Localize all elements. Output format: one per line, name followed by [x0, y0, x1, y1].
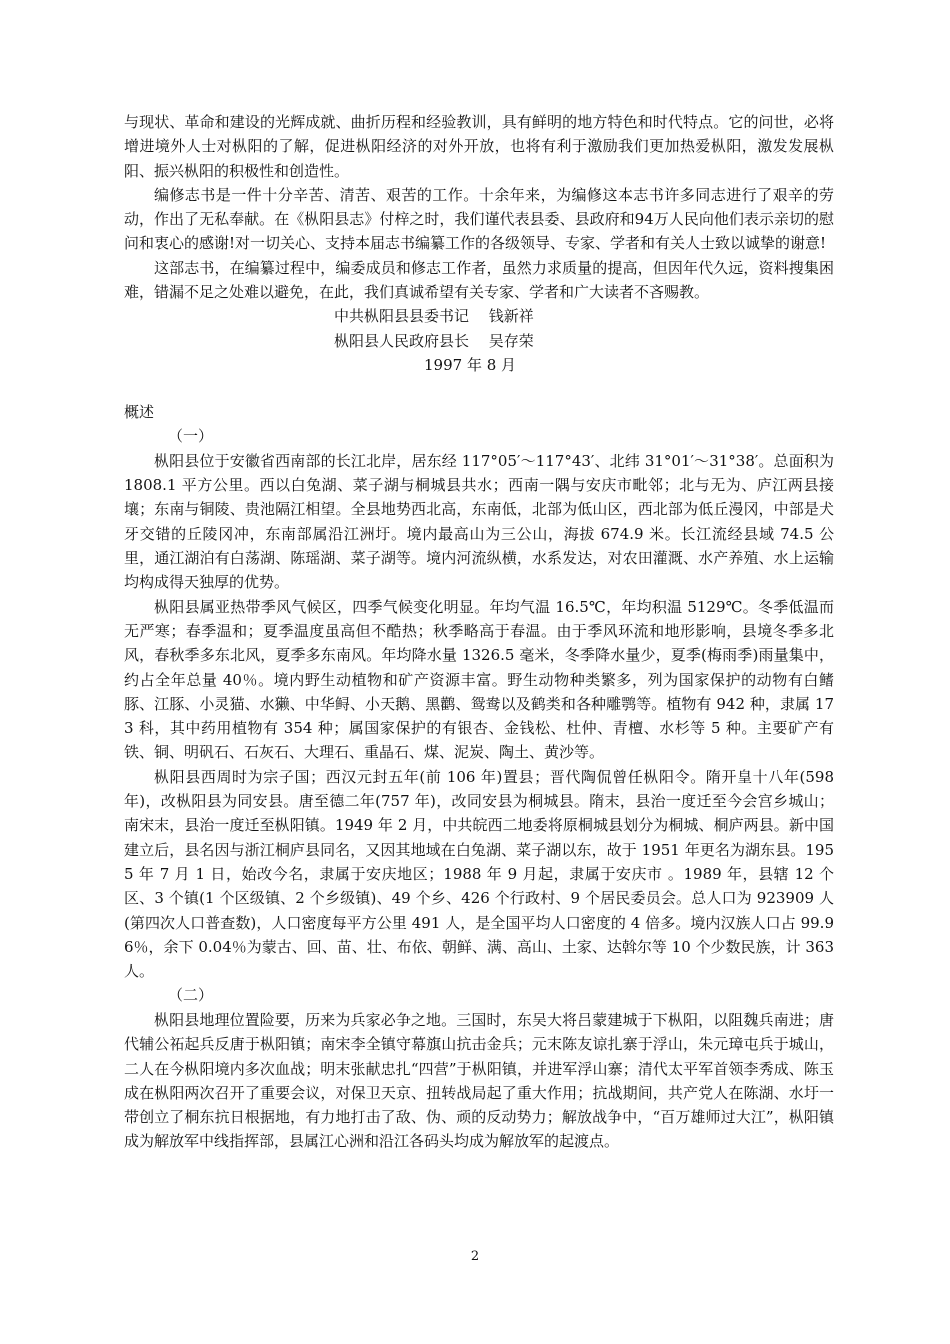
signature-party-secretary: 中共枞阳县县委书记 钱新祥: [334, 307, 534, 326]
subsection-label-1: （一）: [168, 427, 214, 446]
overview-paragraph-history: 枞阳县西周时为宗子国；西汉元封五年(前 106 年)置县；晋代陶侃曾任枞阳令。隋开皇十八年(598 年)，改枞阳县为同安县。唐至德二年(757 年)，改同安县为桐城县。隋末，县治一度迁至今会宫乡城山；南宋末，县治一度迁至枞阳镇。1949 年 2 月，中共皖西二地委将原桐城县划分为桐城、桐庐两县。新中国建立后，县名因与浙江桐庐县同名，又因其地域在白兔湖、菜子湖以东，故于 1951 年更名为湖东县。1955 年 7 月 1 日，始改今名，隶属于安庆地区；1988 年 9 月起，隶属于安庆市 。1989 年，县辖 12 个区、3 个镇(1 个区级镇、2 个乡级镇)、49 个乡、426 个行政村、9 个居民委员会。总人口为 923909 人(第四次人口普查数)，人口密度每平方公里 491 人，是全国平均人口密度的 4 倍多。境内汉族人口占 99.96％，余下 0.04％为蒙古、回、苗、壮、布依、朝鲜、满、高山、土家、达斡尔等 10 个少数民族，计 363 人。: [124, 767, 834, 981]
preface-paragraph-2: 编修志书是一件十分辛苦、清苦、艰苦的工作。十余年来，为编修这本志书许多同志进行了艰辛的劳动，作出了无私奉献。在《枞阳县志》付梓之时，我们谨代表县委、县政府和94万人民向他们表示亲切的慰问和衷心的感谢!对一切关心、支持本届志书编纂工作的各级领导、专家、学者和有关人士致以诚挚的谢意!: [124, 185, 834, 253]
preface-paragraph-1: 与现状、革命和建设的光辉成就、曲折历程和经验教训，具有鲜明的地方特色和时代特点。它的问世，必将增进境外人士对枞阳的了解，促进枞阳经济的对外开放，也将有利于激励我们更加热爱枞阳，激发发展枞阳、振兴枞阳的积极性和创造性。: [124, 113, 834, 180]
page-number: 2: [470, 1249, 480, 1264]
overview-paragraph-military: 枞阳县地理位置险要，历来为兵家必争之地。三国时，东吴大将吕蒙建城于下枞阳，以阻魏兵南进；唐代辅公祏起兵反唐于枞阳镇；南宋李全镇守幕旗山抗击金兵；元末陈友谅扎寨于浮山，朱元璋屯兵于城山，二人在今枞阳境内多次血战；明末张献忠扎“四营”于枞阳镇，并进军浮山寨；清代太平军首领李秀成、陈玉成在枞阳两次召开了重要会议，对保卫天京、扭转战局起了重大作用；抗战期间，共产党人在陈湖、水圩一带创立了桐东抗日根据地，有力地打击了敌、伪、顽的反动势力；解放战争中，“百万雄师过大江”，枞阳镇成为解放军中线指挥部，县属江心洲和沿江各码头均成为解放军的起渡点。: [124, 1010, 834, 1151]
overview-paragraph-climate: 枞阳县属亚热带季风气候区，四季气候变化明显。年均气温 16.5℃，年均积温 5129℃。冬季低温而无严寒；春季温和；夏季温度虽高但不酷热；秋季略高于春温。由于季风环流和地形影响，县境冬季多北风，春秋季多东北风，夏季多东南风。年均降水量 1326.5 毫米，冬季降水量少，夏季(梅雨季)雨量集中，约占全年总量 40％。境内野生动植物和矿产资源丰富。野生动物种类繁多，列为国家保护的动物有白鳍豚、江豚、小灵猫、水獭、中华鲟、小天鹅、黑鹳、鸳鸯以及鹤类和各种雕鹗等。植物有 942 种，隶属 173 科，其中药用植物有 354 种；属国家保护的有银杏、金钱松、杜仲、青檀、水杉等 5 种。主要矿产有铁、铜、明矾石、石灰石、大理石、重晶石、煤、泥炭、陶土、黄沙等。: [124, 597, 835, 762]
preface-date: 1997 年 8 月: [424, 356, 517, 375]
section-title-overview: 概述: [124, 402, 155, 421]
signature-county-head: 枞阳县人民政府县长 吴存荣: [334, 331, 534, 350]
preface-paragraph-3: 这部志书，在编纂过程中，编委成员和修志工作者，虽然力求质量的提高，但因年代久远，资料搜集困难，错漏不足之处难以避免，在此，我们真诚希望有关专家、学者和广大读者不吝赐教。: [124, 258, 834, 302]
page-content: [124, 110, 834, 1154]
overview-paragraph-geography: 枞阳县位于安徽省西南部的长江北岸，居东经 117°05′～117°43′、北纬 31°01′～31°38′。总面积为 1808.1 平方公里。西以白兔湖、菜子湖与桐城县共水；西南一隅与安庆市毗邻；北与无为、庐江两县接壤；东南与铜陵、贵池隔江相望。全县地势西北高，东南低，北部为低山区，西北部为低丘漫冈，中部是犬牙交错的丘陵冈冲，东南部属沿江洲圩。境内最高山为三公山，海拔 674.9 米。长江流经县域 74.5 公里，通江湖泊有白荡湖、陈瑶湖、菜子湖等。境内河流纵横，水系发达，对农田灌溉、水产养殖、水上运输均构成得天独厚的优势。: [124, 451, 834, 592]
subsection-label-2: （二）: [168, 986, 214, 1005]
